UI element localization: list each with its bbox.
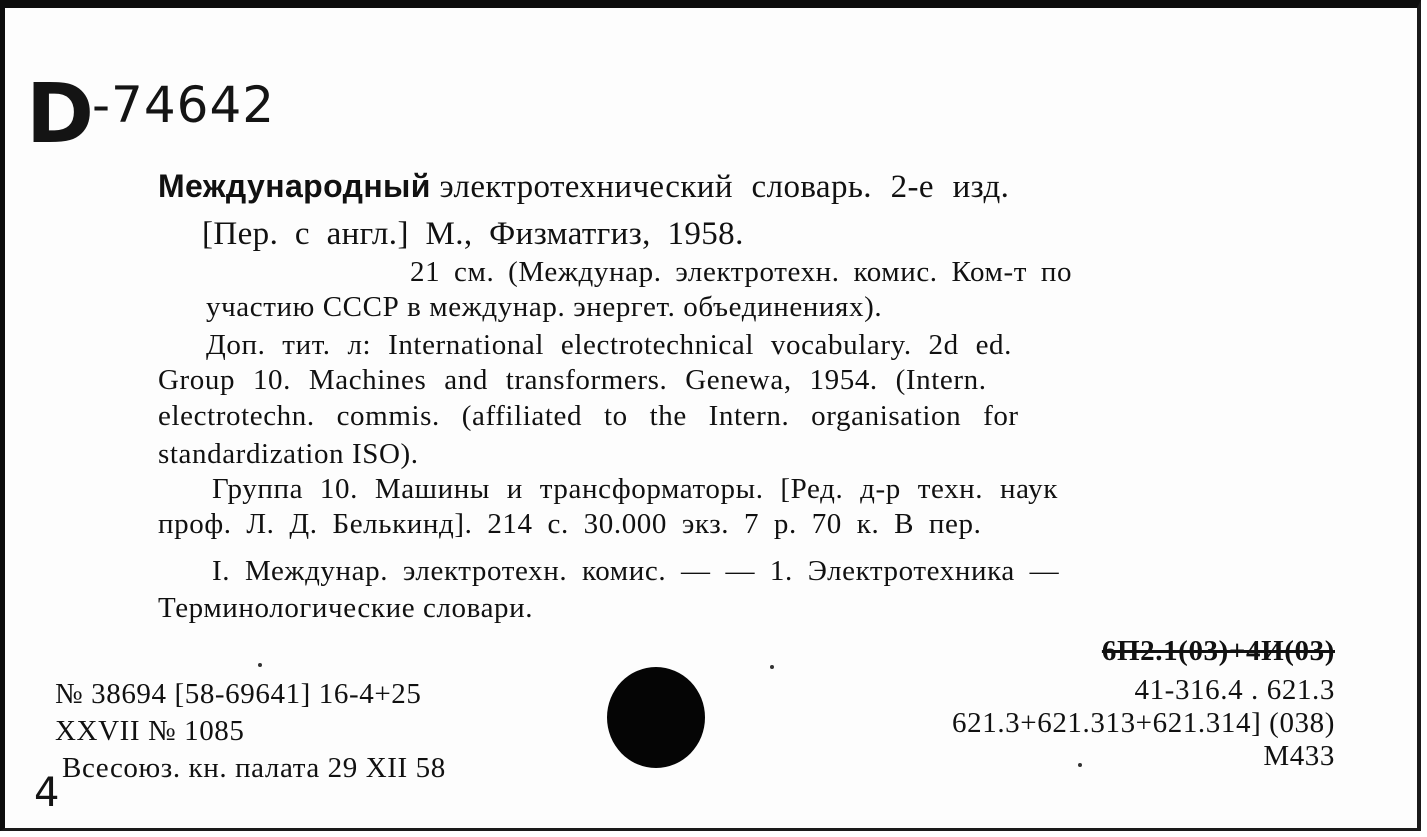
footer-udc-code: 41-316.4 . 621.3 <box>1134 674 1335 706</box>
entry-line-3: 21 см. (Междунар. электротехн. комис. Ком-т по <box>410 256 1073 288</box>
ink-speck <box>1078 763 1082 767</box>
footer-hand-mark: 4 <box>34 770 60 816</box>
ink-speck <box>258 663 262 667</box>
entry-line-12: Терминологические словари. <box>158 592 534 624</box>
entry-line-11: I. Междунар. электротехн. комис. — — 1. Электротехника — <box>212 555 1060 587</box>
call-number-digits: -74642 <box>92 76 276 134</box>
footer-publisher-stamp: Всесоюз. кн. палата 29 XII 58 <box>62 752 446 784</box>
ink-speck <box>770 665 774 669</box>
entry-line-4: участию СССР в междунар. энергет. объединениях). <box>206 291 883 323</box>
entry-line-5: Доп. тит. л: International electrotechnical vocabulary. 2d ed. <box>206 329 1012 361</box>
entry-line-6: Group 10. Machines and transformers. Genewa, 1954. (Intern. <box>158 364 987 396</box>
catalog-card-punch-hole <box>607 667 705 768</box>
entry-line-7: electrotechn. commis. (affiliated to the Intern. organisation for <box>158 400 1019 432</box>
footer-author-mark: М433 <box>1263 740 1335 772</box>
call-number-letter: D <box>26 67 95 162</box>
footer-classification-struck: 6П2.1(03)+4И(03) <box>1101 635 1335 667</box>
entry-line-9: Группа 10. Машины и трансформаторы. [Ред. д-р техн. наук <box>212 473 1058 505</box>
entry-imprint: [Пер. с англ.] М., Физматгиз, 1958. <box>202 216 744 252</box>
footer-udc-full: 621.3+621.313+621.314] (038) <box>952 707 1335 739</box>
entry-title-bold: Международный <box>158 168 431 204</box>
entry-line-8: standardization ISO). <box>158 438 419 470</box>
footer-registry-number: № 38694 [58-69641] 16-4+25 <box>55 678 422 710</box>
footer-volume-number: XXVII № 1085 <box>55 715 245 747</box>
entry-line-10: проф. Л. Д. Белькинд]. 214 с. 30.000 экз. 7 р. 70 к. В пер. <box>158 508 982 540</box>
entry-title <box>158 170 1009 204</box>
entry-title-rest: электротехнический словарь. 2-е изд. <box>439 169 1010 205</box>
